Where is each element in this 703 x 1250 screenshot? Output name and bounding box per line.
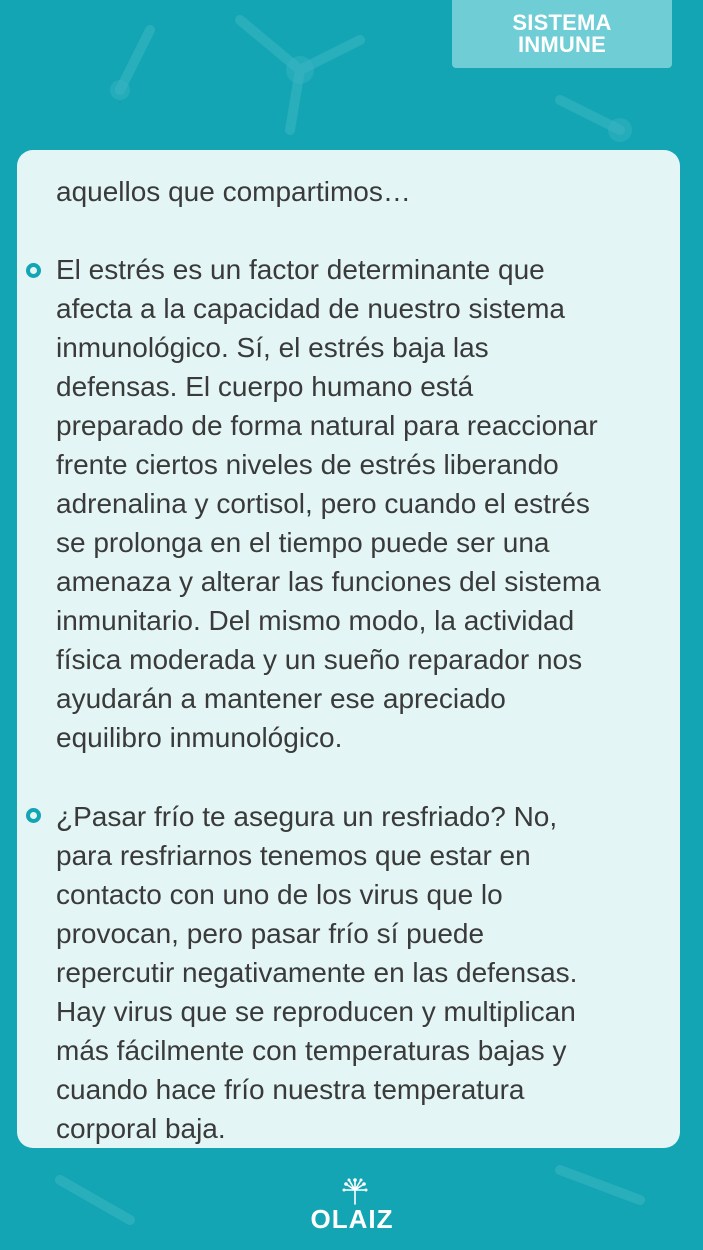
dandelion-icon — [340, 1178, 370, 1206]
bullet-icon — [26, 808, 41, 823]
intro-text: aquellos que compartimos… — [56, 176, 411, 207]
logo-text: OLAIZ — [310, 1204, 394, 1234]
olaiz-logo — [300, 1178, 404, 1234]
list-item: El estrés es un factor determinante que afecta a la capacidad de nuestro sistema inmunológico. Sí, el estrés baja las defensas. El cuerpo humano está preparado de forma natural para reaccionar frente ciertos niveles de estrés liberando adrenalina y cortisol, pero cuando el estrés se prolonga en el tiempo puede ser una amenaza y alterar las funciones del sistema inmunitario. Del mismo modo, la actividad física moderada y un sueño reparador nos ayudarán a mantener ese apreciado equilibro inmunológico. — [56, 254, 601, 753]
bullet-icon — [26, 263, 41, 278]
content-card — [17, 150, 680, 1148]
badge-line-2: INMUNE — [518, 32, 606, 57]
section-badge — [452, 0, 672, 68]
badge-line-1: SISTEMA — [512, 10, 612, 35]
article-body — [17, 150, 680, 1148]
list-item: ¿Pasar frío te asegura un resfriado? No, para resfriarnos tenemos que estar en contacto con uno de los virus que lo provocan, pero pasar frío sí puede repercutir negativamente en las defensas. Hay virus que se reproducen y multiplican más fácilmente con temperaturas bajas y cuando hace frío nuestra temperatura corporal baja. — [56, 801, 578, 1144]
